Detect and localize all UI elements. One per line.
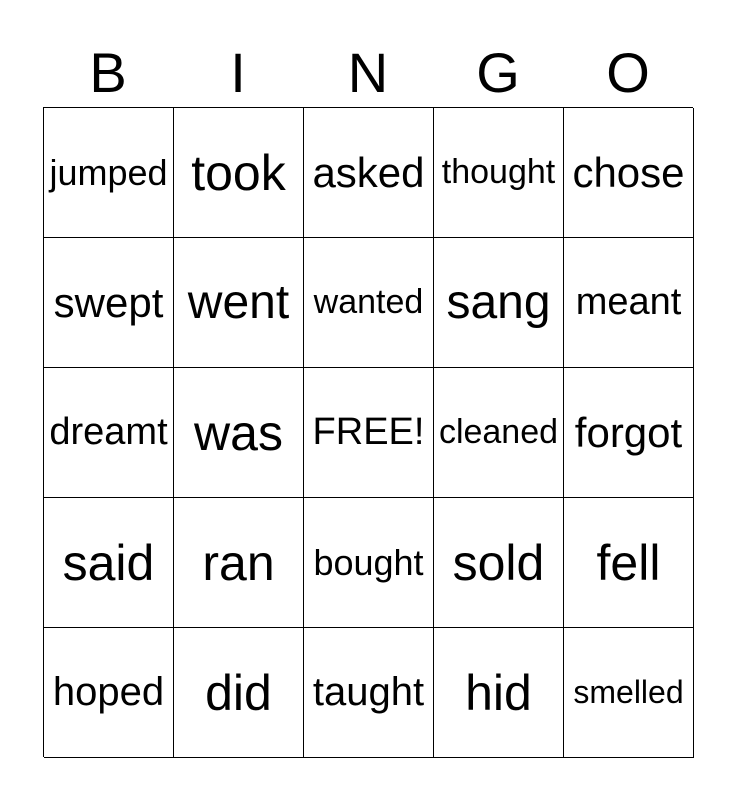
bingo-cell[interactable] [304,498,434,628]
cell-word: fell [596,534,661,591]
bingo-cell[interactable] [564,108,694,238]
bingo-cell[interactable] [304,368,434,498]
cell-word: dreamt [49,411,168,453]
bingo-cell[interactable] [434,628,564,758]
bingo-cell[interactable] [434,368,564,498]
bingo-cell[interactable] [44,498,174,628]
cell-word: ran [202,534,275,591]
cell-word: wanted [313,283,424,321]
cell-word: was [194,404,283,461]
cell-word: went [187,276,290,329]
cell-word: took [191,144,286,201]
header-letter-o: O [606,41,650,104]
bingo-cell[interactable] [434,238,564,368]
cell-word: smelled [573,674,684,710]
cell-word: forgot [574,408,683,456]
bingo-cell[interactable] [564,498,694,628]
cell-word: did [205,664,272,721]
cell-word: taught [312,670,425,714]
bingo-cell[interactable] [44,628,174,758]
header-letter-b: B [89,41,127,104]
bingo-board [43,107,693,757]
bingo-cell[interactable] [304,108,434,238]
bingo-cell[interactable] [174,238,304,368]
bingo-cell[interactable] [174,108,304,238]
header-letter-g: G [476,41,520,104]
cell-word: thought [441,153,556,191]
cell-word: hid [465,664,532,721]
cell-word: meant [575,281,682,323]
bingo-cell[interactable] [44,108,174,238]
cell-word: hoped [52,670,165,714]
cell-word: bought [313,541,424,583]
header-letter-n: N [347,41,389,104]
bingo-cell[interactable] [564,238,694,368]
bingo-header [43,40,693,106]
cell-word: sang [446,276,551,329]
bingo-cell[interactable] [44,368,174,498]
bingo-cell[interactable] [174,628,304,758]
header-letter-i: I [230,41,246,104]
bingo-cell[interactable] [434,498,564,628]
bingo-cell[interactable] [174,368,304,498]
cell-word: said [62,534,155,591]
bingo-cell[interactable] [304,628,434,758]
cell-word: asked [312,148,425,196]
cell-word free-space: FREE! [312,411,425,453]
bingo-cell[interactable] [564,368,694,498]
cell-word: swept [53,278,164,326]
bingo-cell[interactable] [434,108,564,238]
cell-word: sold [452,534,545,591]
cell-word: cleaned [438,413,559,451]
cell-word: jumped [49,151,168,193]
bingo-cell[interactable] [304,238,434,368]
cell-word: chose [572,148,685,196]
bingo-cell[interactable] [44,238,174,368]
bingo-cell[interactable] [174,498,304,628]
bingo-cell[interactable] [564,628,694,758]
